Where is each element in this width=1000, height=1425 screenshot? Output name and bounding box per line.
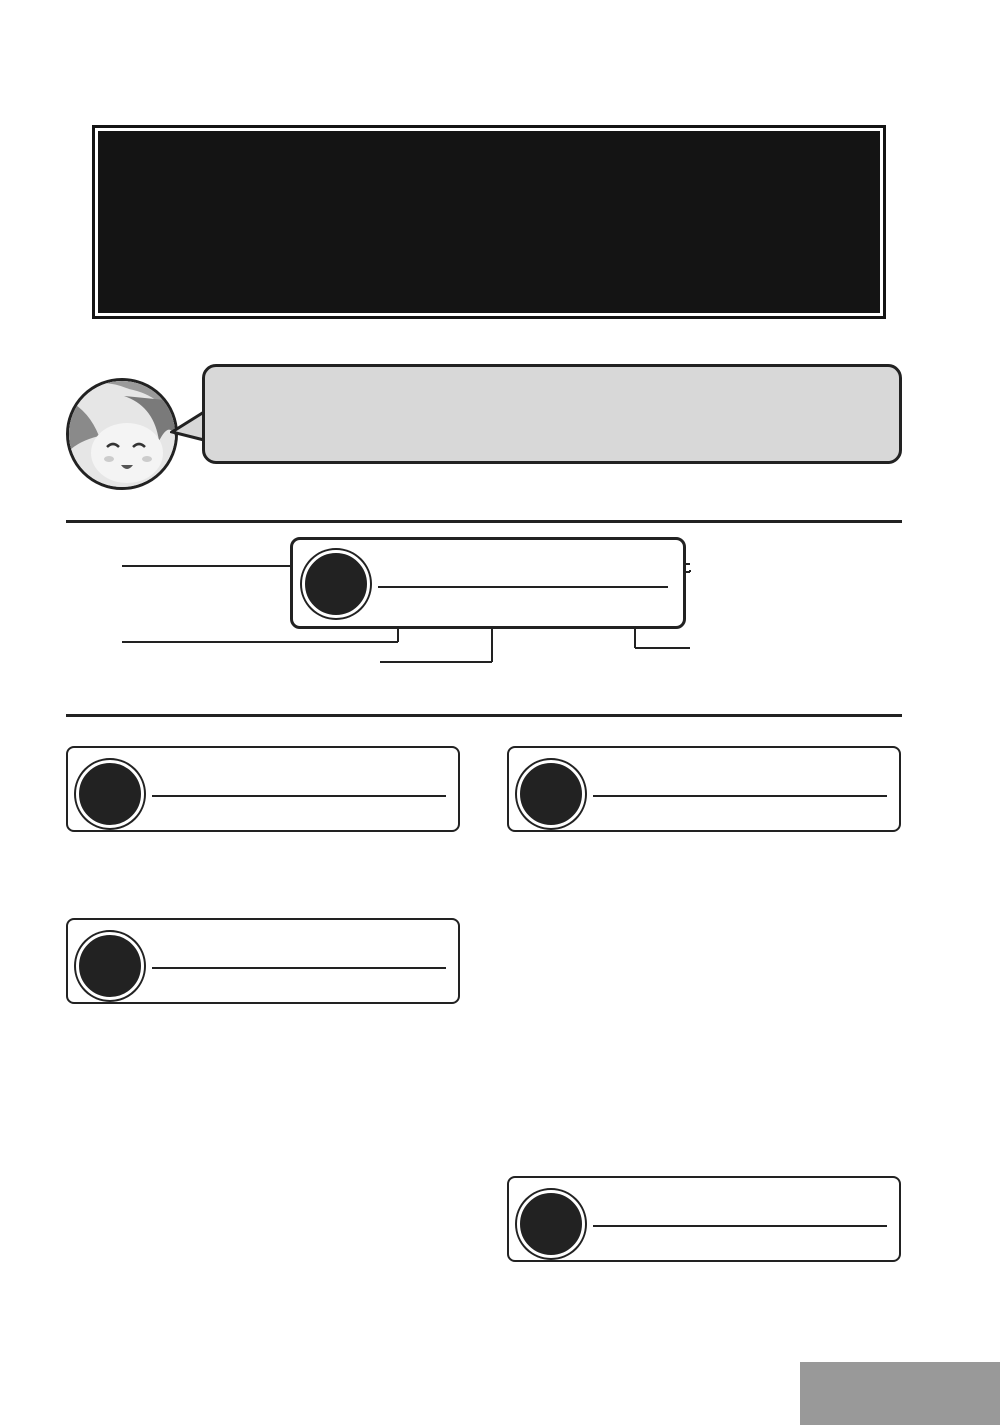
entry-2-name — [154, 928, 156, 962]
entry-3-divider — [593, 795, 887, 797]
entry-4-divider — [593, 1225, 887, 1227]
speech-bubble-tail — [170, 410, 206, 450]
entry-2-divider — [152, 967, 446, 969]
entry-2-medal — [76, 932, 144, 1000]
entry-1-medal — [76, 760, 144, 828]
entry-1-divider — [152, 795, 446, 797]
title-banner — [95, 128, 883, 316]
entry-4-medal — [517, 1190, 585, 1258]
ornamental-border-top — [0, 0, 1000, 72]
entry-1-name — [154, 756, 156, 790]
entry-3-name — [595, 756, 597, 790]
character-avatar — [66, 378, 178, 490]
howto-rule-top — [66, 520, 902, 523]
sample-number-medal — [302, 550, 370, 618]
sample-divider — [378, 586, 668, 588]
howto-rule-bottom — [66, 714, 902, 717]
entry-3-medal — [517, 760, 585, 828]
speech-bubble — [202, 364, 902, 464]
ornamental-border-bottom — [0, 1362, 1000, 1425]
entry-4-name — [595, 1186, 597, 1220]
sample-name — [378, 552, 380, 582]
